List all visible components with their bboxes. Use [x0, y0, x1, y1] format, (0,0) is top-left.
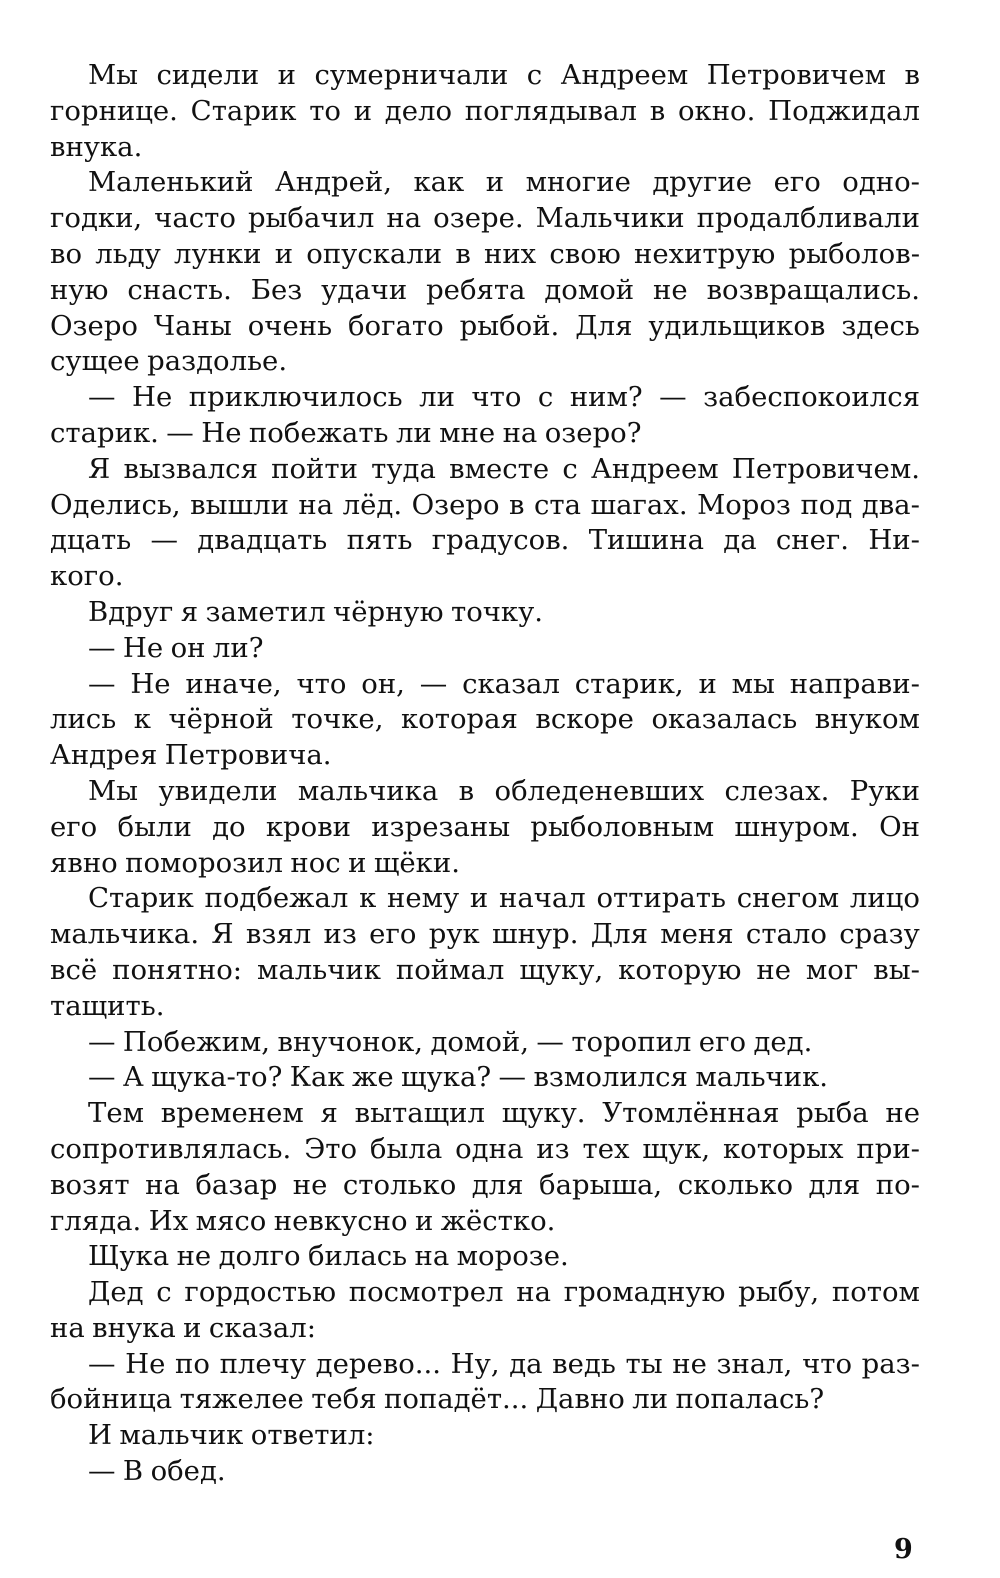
text-line: всё понятно: мальчик поймал щуку, которую не мог вы-	[50, 953, 920, 986]
text-line: сопротивлялась. Это была одна из тех щук, которых при-	[50, 1132, 920, 1165]
text-line: — В обед.	[88, 1455, 226, 1488]
story-text	[50, 58, 920, 1490]
text-line: — Не по плечу дерево... Ну, да ведь ты не знал, что раз-	[88, 1347, 920, 1380]
text-line: Мы сидели и сумерничали с Андреем Петровичем в	[88, 59, 920, 91]
text-line: бойница тяжелее тебя попадёт... Давно ли попалась?	[50, 1383, 825, 1416]
text-line: внука.	[50, 130, 143, 163]
text-line: на внука и сказал:	[50, 1311, 317, 1344]
text-line: ную снасть. Без удачи ребята домой не возвращались.	[50, 273, 920, 306]
text-line: старик. — Не побежать ли мне на озеро?	[50, 416, 642, 449]
text-line: — Не он ли?	[88, 631, 264, 664]
text-line: годки, часто рыбачил на озере. Мальчики продалбливали	[50, 202, 920, 235]
text-line: горнице. Старик то и дело поглядывал в окно. Поджидал	[50, 94, 920, 127]
text-line: Щука не долго билась на морозе.	[88, 1240, 569, 1273]
text-line: Я вызвался пойти туда вместе с Андреем Петровичем.	[88, 452, 920, 485]
text-line: кого.	[50, 560, 124, 593]
text-line: Оделись, вышли на лёд. Озеро в ста шагах. Мороз под два-	[50, 488, 920, 521]
text-line: — Не иначе, что он, — сказал старик, и мы направи-	[88, 667, 920, 700]
text-line: Андрея Петровича.	[50, 739, 332, 772]
text-line: — Побежим, внучонок, домой, — торопил его дед.	[88, 1025, 813, 1058]
text-line: И мальчик ответил:	[88, 1419, 375, 1452]
text-line: Мы увидели мальчика в обледеневших слезах. Руки	[88, 774, 920, 807]
text-line: явно поморозил нос и щёки.	[50, 846, 460, 879]
text-line: гляда. Их мясо невкусно и жёстко.	[50, 1204, 556, 1237]
text-line: тащить.	[50, 989, 165, 1022]
text-line: — А щука-то? Как же щука? — взмолился мальчик.	[88, 1061, 828, 1094]
text-line: Маленький Андрей, как и многие другие его одно-	[88, 166, 920, 199]
text-line: дцать — двадцать пять градусов. Тишина да снег. Ни-	[50, 524, 920, 557]
text-line: Озеро Чаны очень богато рыбой. Для удильщиков здесь	[50, 309, 920, 342]
text-line: сущее раздолье.	[50, 345, 288, 378]
page-number: 9	[894, 1534, 913, 1565]
text-line: Тем временем я вытащил щуку. Утомлённая рыба не	[88, 1097, 920, 1130]
text-line: Дед с гордостью посмотрел на громадную рыбу, потом	[88, 1276, 920, 1309]
text-line: во льду лунки и опускали в них свою нехитрую рыболов-	[50, 237, 920, 270]
text-line: мальчика. Я взял из его рук шнур. Для меня стало сразу	[50, 918, 920, 951]
text-line: возят на базар не столько для барыша, сколько для по-	[50, 1168, 920, 1201]
text-line: Старик подбежал к нему и начал оттирать снегом лицо	[88, 882, 920, 915]
text-line: Вдруг я заметил чёрную точку.	[88, 595, 544, 628]
text-line: его были до крови изрезаны рыболовным шнуром. Он	[50, 810, 920, 843]
text-line: — Не приключилось ли что с ним? — забеспокоился	[88, 381, 920, 414]
text-line: лись к чёрной точке, которая вскоре оказалась внуком	[50, 703, 920, 736]
